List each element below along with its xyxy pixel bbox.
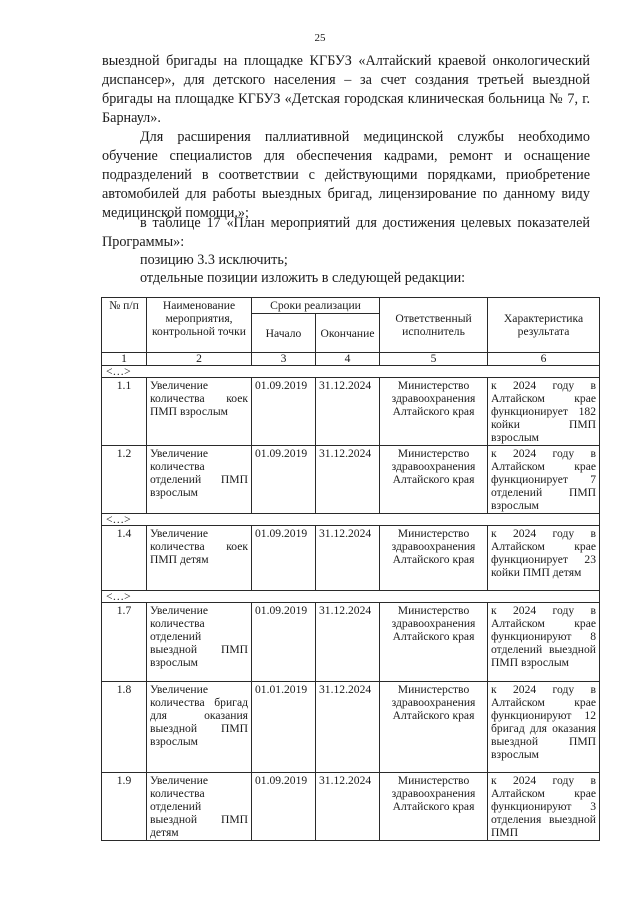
row-name: Увеличение количества бригад для оказания выездной ПМП взрослым — [147, 682, 252, 773]
header-end: Окончание — [316, 314, 380, 353]
row-result: к 2024 году в Алтайском крае функционируют 3 отделения выездной ПМП — [488, 773, 600, 841]
header-num: № п/п — [102, 298, 147, 353]
ellipsis-row — [102, 514, 600, 526]
row-start: 01.09.2019 — [252, 603, 316, 682]
row-num: 1.9 — [102, 773, 147, 841]
row-start: 01.09.2019 — [252, 378, 316, 446]
table-row — [102, 773, 600, 841]
table-row — [102, 682, 600, 773]
row-result: к 2024 году в Алтайском крае функционируют 8 отделений выездной ПМП взрослым — [488, 603, 600, 682]
header-name: Наименование мероприятия, контрольной точки — [147, 298, 252, 353]
row-result: к 2024 году в Алтайском крае функционирует 182 койки ПМП взрослым — [488, 378, 600, 446]
ellipsis-marker: <…> — [102, 591, 600, 603]
row-executor: Министерство здравоохранения Алтайского края — [380, 603, 488, 682]
row-start: 01.01.2019 — [252, 682, 316, 773]
row-executor: Министерство здравоохранения Алтайского края — [380, 682, 488, 773]
paragraph-palliative: Для расширения паллиативной медицинской службы необходимо обучение специалистов для обеспечения кадрами, ремонт и оснащение подразделений в соответствии с действующими порядками, приобретение автомобилей для работы выездных бригад, лицензирование по данному виду медицинской помощи.»; — [102, 129, 590, 221]
table-header-row — [102, 298, 600, 314]
paragraph-revise: отдельные позиции изложить в следующей редакции: — [140, 270, 466, 286]
table-row — [102, 446, 600, 514]
row-num: 1.8 — [102, 682, 147, 773]
column-number: 3 — [252, 353, 316, 366]
row-num: 1.1 — [102, 378, 147, 446]
row-name: Увеличение количества отделений выездной ПМП детям — [147, 773, 252, 841]
row-start: 01.09.2019 — [252, 773, 316, 841]
page-number: 25 — [314, 32, 326, 44]
row-executor: Министерство здравоохранения Алтайского края — [380, 446, 488, 514]
ellipsis-marker: <…> — [102, 366, 600, 378]
paragraph-table17: в таблице 17 «План мероприятий для достижения целевых показателей Программы»: — [102, 215, 590, 250]
plan-table — [101, 297, 600, 841]
column-number: 1 — [102, 353, 147, 366]
paragraph-exclude: позицию 3.3 исключить; — [140, 252, 288, 268]
row-executor: Министерство здравоохранения Алтайского края — [380, 378, 488, 446]
header-executor: Ответственный исполнитель — [380, 298, 488, 353]
column-number: 6 — [488, 353, 600, 366]
row-name: Увеличение количества отделений ПМП взрослым — [147, 446, 252, 514]
column-number-row — [102, 353, 600, 366]
row-executor: Министерство здравоохранения Алтайского края — [380, 526, 488, 591]
ellipsis-row — [102, 366, 600, 378]
row-name: Увеличение количества отделений выездной ПМП взрослым — [147, 603, 252, 682]
row-result: к 2024 году в Алтайском крае функционирует 7 отделений ПМП взрослым — [488, 446, 600, 514]
row-end: 31.12.2024 — [316, 682, 380, 773]
table-row — [102, 378, 600, 446]
column-number: 2 — [147, 353, 252, 366]
header-result: Характеристика результата — [488, 298, 600, 353]
ellipsis-row — [102, 591, 600, 603]
row-num: 1.2 — [102, 446, 147, 514]
header-period: Сроки реализации — [252, 298, 380, 314]
row-result: к 2024 году в Алтайском крае функционирует 23 койки ПМП детям — [488, 526, 600, 591]
row-end: 31.12.2024 — [316, 603, 380, 682]
paragraph-continuation: выездной бригады на площадке КГБУЗ «Алтайский краевой онкологический диспансер», для детского населения – за счет создания третьей выездной бригады на площадке КГБУЗ «Детская городская клиническая больница № 7, г. Барнаул». — [102, 53, 590, 126]
header-start: Начало — [252, 314, 316, 353]
row-num: 1.7 — [102, 603, 147, 682]
row-num: 1.4 — [102, 526, 147, 591]
table-row — [102, 603, 600, 682]
row-executor: Министерство здравоохранения Алтайского края — [380, 773, 488, 841]
ellipsis-marker: <…> — [102, 514, 600, 526]
row-name: Увеличение количества коек ПМП детям — [147, 526, 252, 591]
column-number: 4 — [316, 353, 380, 366]
row-end: 31.12.2024 — [316, 446, 380, 514]
table-row — [102, 526, 600, 591]
row-end: 31.12.2024 — [316, 526, 380, 591]
row-end: 31.12.2024 — [316, 378, 380, 446]
row-result: к 2024 году в Алтайском крае функционируют 12 бригад для оказания выездной ПМП взрослым — [488, 682, 600, 773]
row-end: 31.12.2024 — [316, 773, 380, 841]
column-number: 5 — [380, 353, 488, 366]
row-name: Увеличение количества коек ПМП взрослым — [147, 378, 252, 446]
row-start: 01.09.2019 — [252, 526, 316, 591]
row-start: 01.09.2019 — [252, 446, 316, 514]
